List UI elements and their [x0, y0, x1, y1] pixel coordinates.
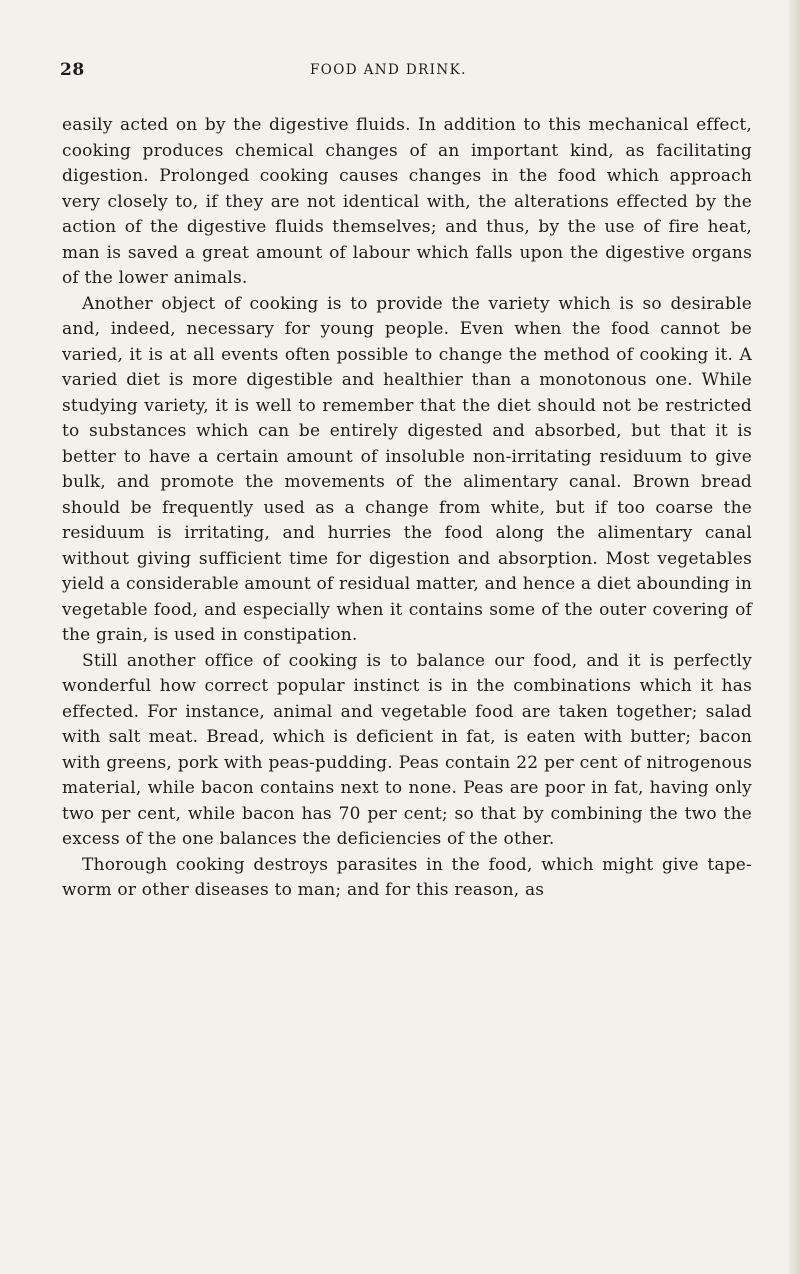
paragraph-balance: Still another office of cooking is to balance our food, and it is perfectly wonderful how correct popular instinct is in the combinations which it has effected. For instance, animal and vegetable food are taken together; salad with salt meat. Bread, which is deficient in fat, is eaten with butter; bacon with greens, pork with peas-pudding. Peas contain 22 per cent of nitrogenous material, while bacon contains next to none. Peas are poor in fat, having only two per cent, while bacon has 70 per cent; so that by combining the two the excess of the one balances the deficiencies of the other. [62, 650, 752, 849]
page-header [60, 60, 750, 82]
paragraph-variety: Another object of cooking is to provide the variety which is so desirable and, indeed, necessary for young people. Even when the food cannot be varied, it is at all events often possible to change the method of cooking it. A varied diet is more digestible and healthier than a monotonous one. While studying variety, it is well to remember that the diet should not be restricted to substances which can be entirely digested and absorbed, but that it is better to have a certain amount of insoluble non-irritating residuum to give bulk, and promote the movements of the alimentary canal. Brown bread should be frequently used as a change from white, but if too coarse the residuum is irritating, and hurries the food along the alimentary canal without giving sufficient time for digestion and absorption. Most vegetables yield a considerable amount of residual matter, and hence a diet abounding in vegetable food, and especially when it contains some of the outer covering of the grain, is used in constipation. [62, 293, 752, 645]
paragraph-parasites: Thorough cooking destroys parasites in the food, which might give tape-worm or other diseases to man; and for this reason, as [62, 854, 752, 900]
paragraph-continuation: easily acted on by the digestive fluids. In addition to this mechanical effect, cooking produces chemical changes of an important kind, as facilitating digestion. Prolonged cooking causes changes in the food which approach very closely to, if they are not identical with, the alterations effected by the action of the digestive fluids themselves; and thus, by the use of fire heat, man is saved a great amount of labour which falls upon the digestive organs of the lower animals. [62, 115, 752, 288]
page-number: 28 [60, 60, 85, 80]
body-text [62, 113, 752, 904]
running-head: FOOD AND DRINK. [310, 62, 467, 78]
page-edge-shadow [788, 0, 800, 1274]
